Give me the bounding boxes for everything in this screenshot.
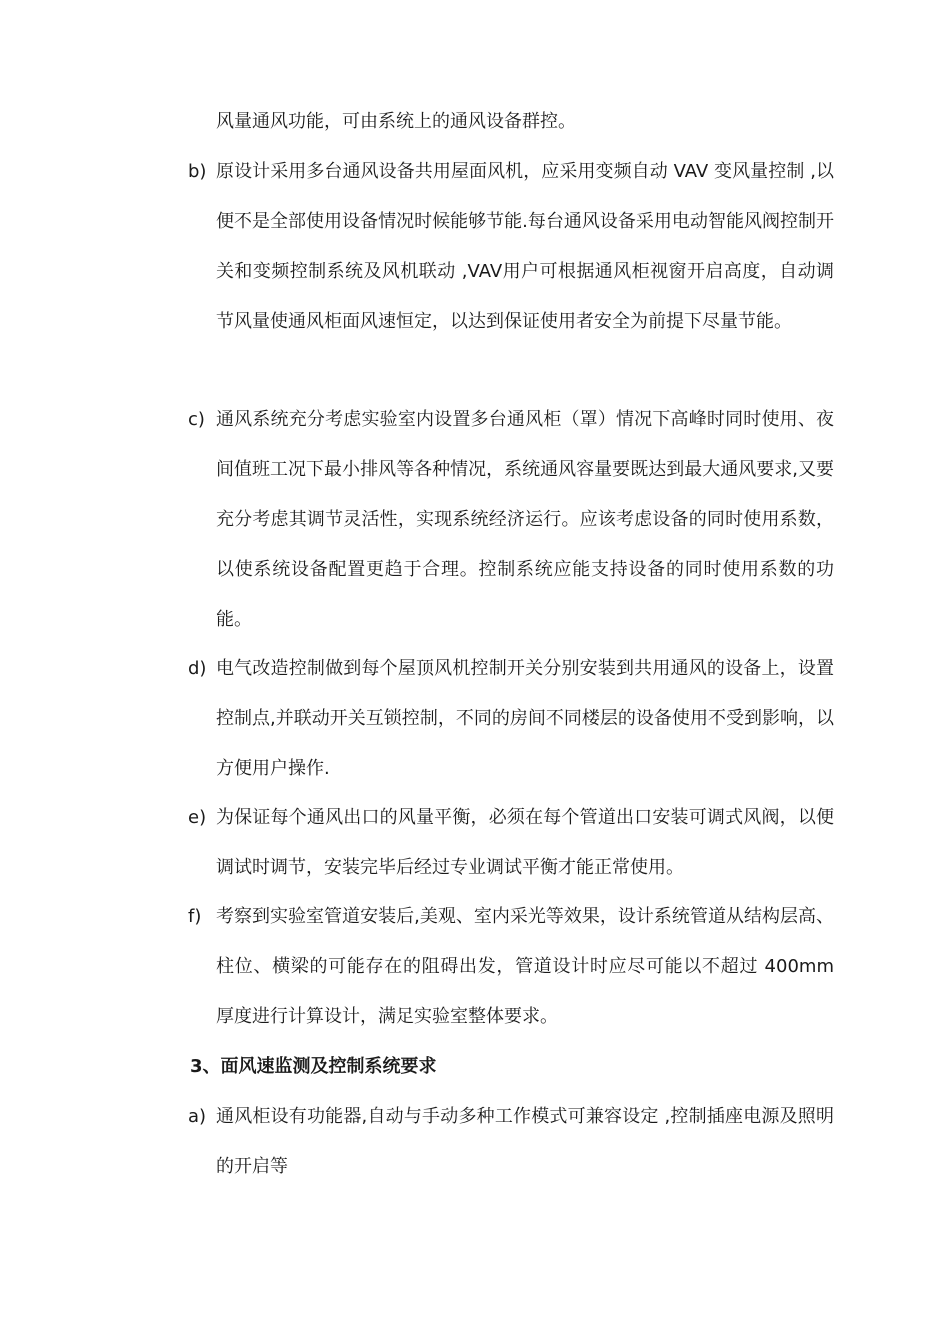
list-item-text: 电气改造控制做到每个屋顶风机控制开关分别安装到共用通风的设备上，设置控制点,并联动开关互锁控制，不同的房间不同楼层的设备使用不受到影响，以方便用户操作.	[216, 658, 834, 779]
list-item-text: 为保证每个通风出口的风量平衡，必须在每个管道出口安装可调式风阀，以便调试时调节，安装完毕后经过专业调试平衡才能正常使用。	[216, 807, 834, 878]
list-marker: f)	[188, 906, 202, 927]
continuation-text: 风量通风功能，可由系统上的通风设备群控。	[216, 111, 576, 132]
section-item-a	[184, 1092, 834, 1192]
list-marker: c)	[188, 409, 205, 430]
list-item-text: 考察到实验室管道安装后,美观、室内采光等效果，设计系统管道从结构层高、柱位、横梁的可能存在的阻碍出发，管道设计时应尽可能以不超过 400mm 厚度进行计算设计，满足实验室整体要求。	[216, 906, 834, 1027]
list-marker: e)	[188, 807, 207, 828]
list-item-b	[184, 147, 834, 347]
list-item-text: 原设计采用多台通风设备共用屋面风机，应采用变频自动 VAV 变风量控制 ,以便不是全部使用设备情况时候能够节能.每台通风设备采用电动智能风阀控制开关和变频控制系统及风机联动 ,VAV用户可根据通风柜视窗开启高度，自动调节风量使通风柜面风速恒定，以达到保证使用者安全为前提下尽量节能。	[216, 161, 834, 332]
continuation-paragraph	[184, 97, 834, 147]
section-heading-block	[184, 1042, 834, 1092]
list-item-d	[184, 644, 834, 794]
list-marker: b)	[188, 161, 207, 182]
list-marker: d)	[188, 658, 207, 679]
list-item-text: 通风系统充分考虑实验室内设置多台通风柜（罩）情况下高峰时同时使用、夜间值班工况下最小排风等各种情况，系统通风容量要既达到最大通风要求,又要充分考虑其调节灵活性，实现系统经济运行。应该考虑设备的同时使用系数，以使系统设备配置更趋于合理。控制系统应能支持设备的同时使用系数的功能。	[216, 409, 834, 630]
list-item-f	[184, 892, 834, 1042]
list-item-text: 通风柜设有功能器,自动与手动多种工作模式可兼容设定 ,控制插座电源及照明的开启等	[216, 1106, 834, 1177]
section-heading: 3、面风速监测及控制系统要求	[190, 1056, 437, 1077]
list-item-e	[184, 793, 834, 893]
list-marker: a)	[188, 1106, 207, 1127]
list-item-c	[184, 395, 834, 645]
